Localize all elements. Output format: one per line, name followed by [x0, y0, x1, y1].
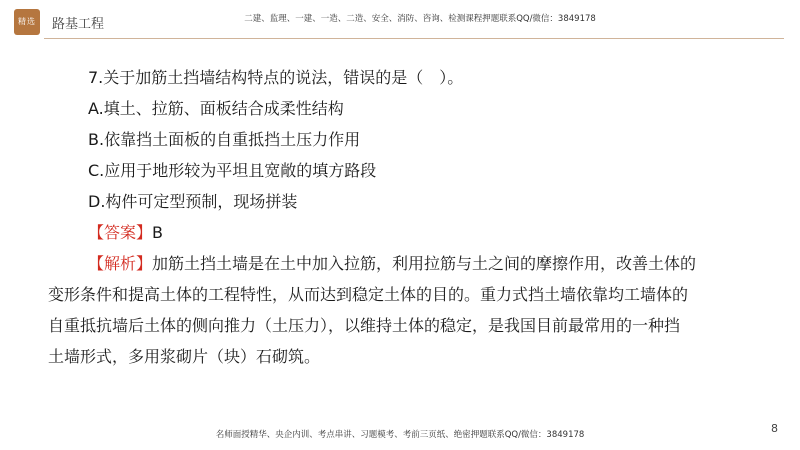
explanation-line-1	[48, 248, 768, 279]
explanation-tag: 【解析】	[88, 254, 153, 273]
explanation-line-2: 变形条件和提高土体的工程特性，从而达到稳定土体的目的。重力式挡土墙依靠均工墙体的	[48, 285, 689, 304]
option-c: C.应用于地形较为平坦且宽敞的填方路段	[88, 161, 377, 180]
explanation-line-3: 自重抵抗墙后土体的侧向推力（土压力），以维持土体的稳定，是我国目前最常用的一种挡	[48, 316, 681, 335]
option-a: A.填土、拉筋、面板结合成柔性结构	[88, 99, 344, 118]
answer-tag: 【答案】	[88, 223, 153, 242]
footer-promo-text: 名师面授精华、央企内训、考点串讲、习题模考、考前三页纸、绝密押题联系QQ/微信：3849178	[215, 430, 585, 440]
slide-header	[0, 0, 800, 44]
question-block	[48, 62, 768, 372]
header-promo-text: 二建、监理、一建、一造、二造、安全、消防、咨询、检测课程押题联系QQ/微信：3849178	[244, 14, 596, 24]
answer-value: B	[152, 223, 163, 242]
header-divider	[44, 38, 784, 39]
question-stem: 7.关于加筋土挡墙结构特点的说法，错误的是（ ）。	[88, 68, 464, 87]
explanation-text-1: 加筋土挡土墙是在土中加入拉筋，利用拉筋与土之间的摩擦作用，改善土体的	[152, 254, 697, 273]
section-title: 路基工程	[52, 17, 105, 32]
page-number: 8	[771, 422, 778, 435]
brand-logo: 精选	[14, 9, 40, 35]
explanation-line-4: 土墙形式，多用浆砌片（块）石砌筑。	[48, 347, 321, 366]
option-d: D.构件可定型预制，现场拼装	[88, 192, 298, 211]
option-b: B.依靠挡土面板的自重抵挡土压力作用	[88, 130, 361, 149]
answer-line	[48, 217, 768, 248]
